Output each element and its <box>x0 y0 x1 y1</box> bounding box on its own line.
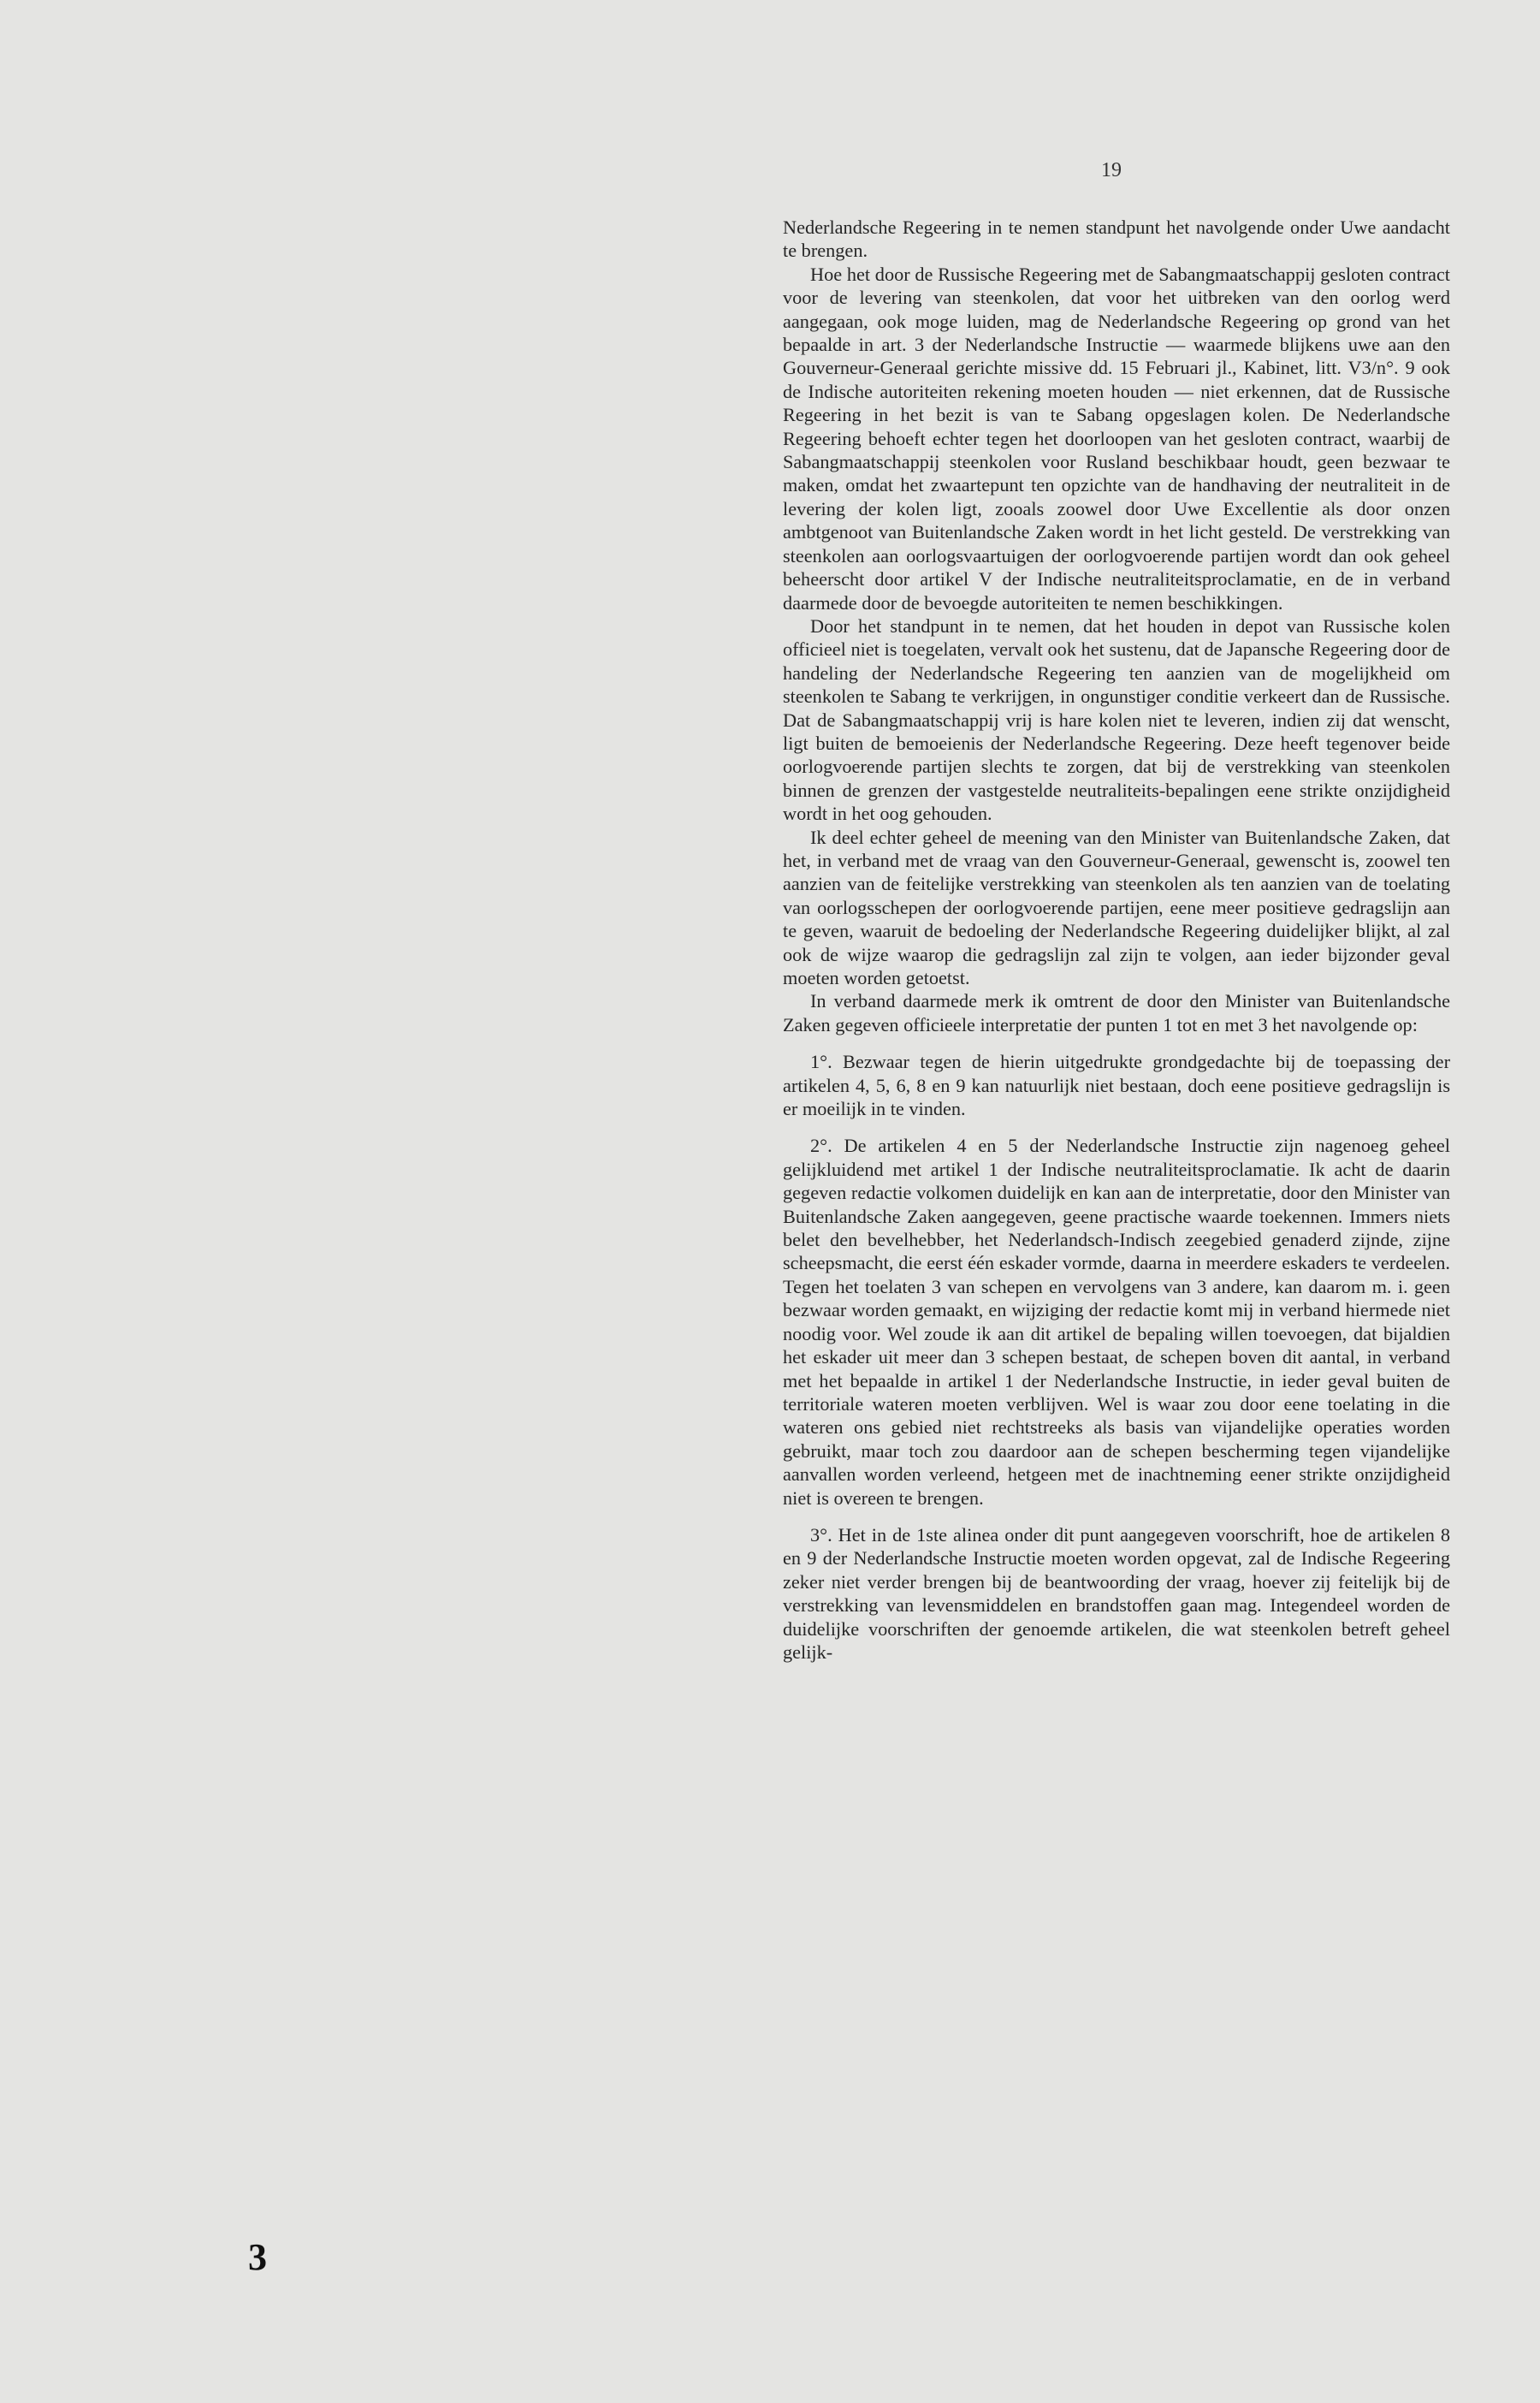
numbered-point: 1°. Bezwaar tegen de hierin uitgedrukte grondgedachte bij de toepassing der artikelen 4, 5, 6, 8 en 9 kan natuurlijk niet bestaan, doch eene positieve gedragslijn is er moeilijk in te vinden. <box>783 1051 1450 1120</box>
numbered-point: 3°. Het in de 1ste alinea onder dit punt aangegeven voorschrift, hoe de artikelen 8 en 9 der Nederlandsche Instructie moeten worden opgevat, zal de Indische Regeering zeker niet verder brengen bij de beantwoording der vraag, hoever zij feitelijk bij de verstrekking van levensmiddelen en brandstoffen gaan mag. Integendeel worden de duidelijke voorschriften der genoemde artikelen, die wat steenkolen betreft geheel gelijk- <box>783 1523 1450 1663</box>
sheet-mark: 3 <box>248 2236 267 2278</box>
numbered-point: 2°. De artikelen 4 en 5 der Nederlandsche Instructie zijn nagenoeg geheel gelijkluidend met artikel 1 der Indische neutraliteitsproclamatie. Ik acht de daarin gegeven redactie volkomen duidelijk en kan aan de interpretatie, door den Minister van Buitenlandsche Zaken aangegeven, geene practische waarde toekennen. Immers niets belet den bevelhebber, het Nederlandsch-Indisch zeegebied genaderd zijnde, zijne scheepsmacht, die eerst één eskader vormde, daarna in meerdere eskaders te verdeelen. Tegen het toelaten 3 van schepen en vervolgens van 3 andere, kan daarom m. i. geen bezwaar worden gemaakt, en wijziging der redactie komt mij in verband hiermede niet noodig voor. Wel zoude ik aan dit artikel de bepaling willen toevoegen, dat bijaldien het eskader uit meer dan 3 schepen bestaat, de schepen boven dit aantal, in verband met het bepaalde in artikel 1 der Nederlandsche Instructie, in ieder geval buiten de territoriale wateren moeten verblijven. Wel is waar zou door eene toelating in die wateren ons gebied niet rechtstreeks als basis van vijandelijke operaties worden gebruikt, maar toch zou daardoor aan de schepen bescherming tegen vijandelijke aanvallen worden verleend, hetgeen met de inachtneming eener strikte onzijdigheid niet is overeen te brengen. <box>783 1135 1450 1509</box>
paragraph: Door het standpunt in te nemen, dat het houden in depot van Russische kolen officieel niet is toegelaten, vervalt ook het sustenu, dat de Japansche Regeering door de handeling der Nederlandsche Regeering ten aanzien van de mogelijkheid om steenkolen te Sabang te verkrijgen, in ongunstiger conditie verkeert dan de Russische. Dat de Sabangmaatschappij vrij is hare kolen niet te leveren, indien zij dat wenscht, ligt buiten de bemoeienis der Nederlandsche Regeering. Deze heeft tegenover beide oorlogvoerende partijen slechts te zorgen, dat bij de verstrekking van steenkolen binnen de grenzen der vastgestelde neutraliteits-bepalingen eene strikte onzijdigheid wordt in het oog gehouden. <box>783 614 1450 825</box>
paragraph: Hoe het door de Russische Regeering met de Sabangmaatschappij gesloten contract voor de levering van steenkolen, dat voor het uitbreken van den oorlog werd aangegaan, ook moge luiden, mag de Nederlandsche Regeering op grond van het bepaalde in art. 3 der Nederlandsche Instructie — waarmede blijkens uwe aan den Gouverneur-Generaal gerichte missive dd. 15 Februari jl., Kabinet, litt. V3/n°. 9 ook de Indische autoriteiten rekening moeten houden — niet erkennen, dat de Russische Regeering in het bezit is van te Sabang opgeslagen kolen. De Nederlandsche Regeering behoeft echter tegen het doorloopen van het gesloten contract, waarbij de Sabangmaatschappij steenkolen voor Rusland beschikbaar houdt, geen bezwaar te maken, omdat het zwaartepunt ten opzichte van de handhaving der neutraliteit in de levering der kolen ligt, zooals zoowel door Uwe Excellentie als door onzen ambtgenoot van Buitenlandsche Zaken wordt in het licht gesteld. De verstrekking van steenkolen aan oorlogsvaartuigen der oorlogvoerende partijen wordt dan ook geheel beheerscht door artikel V der Indische neutraliteitsproclamatie, en de in verband daarmede door de bevoegde autoriteiten te nemen beschikkingen. <box>783 263 1450 614</box>
paragraph: Ik deel echter geheel de meening van den Minister van Buitenlandsche Zaken, dat het, in verband met de vraag van den Gouverneur-Generaal, gewenscht is, zoowel ten aanzien van de feitelijke verstrekking van steenkolen als ten aanzien van de toelating van oorlogsschepen der oorlogvoerende partijen, eene meer positieve gedragslijn aan te geven, waaruit de bedoeling der Nederlandsche Regeering duidelijker blijkt, al zal ook de wijze waarop die gedragslijn zal zijn te volgen, aan ieder bijzonder geval moeten worden getoetst. <box>783 826 1450 988</box>
text-column <box>783 216 1450 1664</box>
page-number: 19 <box>1101 159 1122 181</box>
paragraph: Nederlandsche Regeering in te nemen standpunt het navolgende onder Uwe aandacht te brengen. <box>783 217 1450 262</box>
paragraph: In verband daarmede merk ik omtrent de door den Minister van Buitenlandsche Zaken gegeven officieele interpretatie der punten 1 tot en met 3 het navolgende op: <box>783 990 1450 1035</box>
